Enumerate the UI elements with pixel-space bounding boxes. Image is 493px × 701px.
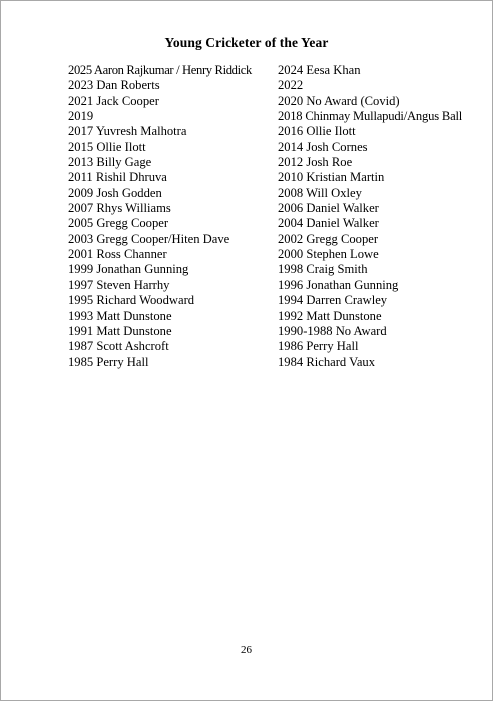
award-entry: 1999 Jonathan Gunning [68,262,189,277]
award-entry: 2016 Ollie Ilott [278,124,356,139]
award-entry: 2024 Eesa Khan [278,63,361,77]
award-entry: 1991 Matt Dunstone [68,323,172,338]
award-entry: 2012 Josh Roe [278,155,353,170]
award-entry: 2022 [278,78,304,93]
award-entry: 2006 Daniel Walker [278,201,379,216]
award-entry: 1993 Matt Dunstone [68,308,172,323]
award-entry: 1996 Jonathan Gunning [278,277,399,292]
award-entry: 2011 Rishil Dhruva [68,170,167,185]
award-entry: 2020 No Award (Covid) [278,93,400,108]
award-entry: 1987 Scott Ashcroft [68,339,169,354]
award-entry: 2004 Daniel Walker [278,216,379,231]
award-entry: 2000 Stephen Lowe [278,247,379,262]
award-entry: 2007 Rhys Williams [68,201,171,216]
page-number: 26 [241,644,252,656]
award-entry: 1997 Steven Harrhy [68,277,170,292]
award-entry: 2010 Kristian Martin [278,170,385,185]
award-entry: 2015 Ollie Ilott [68,139,146,154]
award-entry: 2019 [68,109,94,124]
award-entry: 1995 Richard Woodward [68,293,195,308]
award-entry: 1986 Perry Hall [278,339,359,354]
award-entry: 1990-1988 No Award [278,323,387,338]
award-entry: 2003 Gregg Cooper/Hiten Dave [68,231,230,246]
award-entry: 2021 Jack Cooper [68,93,159,108]
award-entry: 2001 Ross Channer [68,247,167,262]
award-entry: 1985 Perry Hall [68,354,149,369]
award-entry: 1984 Richard Vaux [278,354,376,369]
award-entry: 2002 Gregg Cooper [278,231,379,246]
award-entry: 1998 Craig Smith [278,262,368,277]
award-entry: 2014 Josh Cornes [278,139,368,154]
award-entry: 2023 Dan Roberts [68,78,160,93]
award-entry: 2025 Aaron Rajkumar / Henry Riddick [68,63,252,77]
award-entry: 1992 Matt Dunstone [278,308,382,323]
award-entry: 2018 Chinmay Mullapudi/Angus Ball [278,109,463,124]
award-entry: 1994 Darren Crawley [278,293,388,308]
award-entry: 2008 Will Oxley [278,185,362,200]
award-entry: 2013 Billy Gage [68,155,152,170]
left-column [68,63,252,370]
award-entry: 2017 Yuvresh Malhotra [68,124,187,139]
award-entry: 2005 Gregg Cooper [68,216,169,231]
award-entry: 2009 Josh Godden [68,185,162,200]
right-column [278,63,462,370]
page-title: Young Cricketer of the Year [164,35,329,50]
